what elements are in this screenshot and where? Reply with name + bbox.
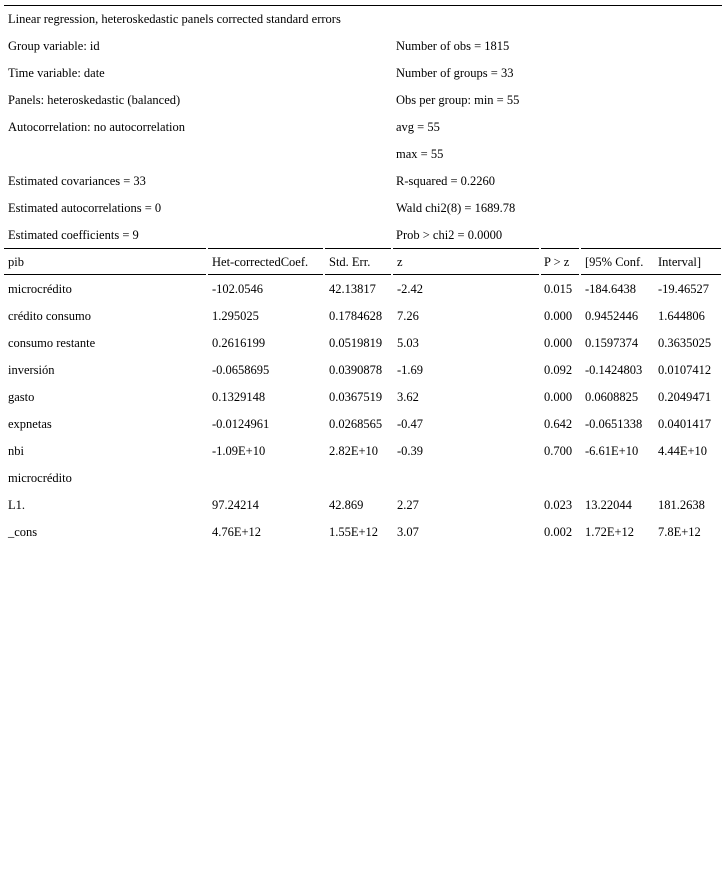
row-label: crédito consumo [8, 309, 91, 323]
table-cell: 0.0390878 [329, 363, 383, 377]
table-cell: 0.0519819 [329, 336, 383, 350]
row-label: nbi [8, 444, 24, 458]
table-cell: 0.023 [544, 498, 573, 512]
table-cell: 0.1784628 [329, 309, 383, 323]
row-label: consumo restante [8, 336, 96, 350]
table-cell: 2.82E+10 [329, 444, 379, 458]
header-right-line: Wald chi2(8) = 1689.78 [396, 201, 516, 215]
table-cell: 0.000 [544, 336, 573, 350]
table-cell: 0.3635025 [658, 336, 712, 350]
header-left-line: Estimated coefficients = 9 [8, 228, 139, 242]
table-cell: 0.9452446 [585, 309, 639, 323]
row-label: microcrédito [8, 471, 72, 485]
table-cell: 0.0268565 [329, 417, 383, 431]
table-cell: -1.69 [397, 363, 424, 377]
column-header: [95% Conf. [585, 255, 644, 269]
table-cell: 4.76E+12 [212, 525, 262, 539]
table-header-bottom-rule [4, 274, 206, 275]
table-cell: 2.27 [397, 498, 419, 512]
table-cell: 0.2616199 [212, 336, 266, 350]
header-left-line: Time variable: date [8, 66, 105, 80]
column-header: P > z [544, 255, 570, 269]
table-cell: 1.72E+12 [585, 525, 635, 539]
row-label: _cons [8, 525, 38, 539]
table-cell: 0.1329148 [212, 390, 266, 404]
header-right-line: Number of groups = 33 [396, 66, 514, 80]
table-cell: 1.295025 [212, 309, 259, 323]
row-label: inversión [8, 363, 55, 377]
header-left-line: Autocorrelation: no autocorrelation [8, 120, 186, 134]
table-cell: -0.0651338 [585, 417, 643, 431]
table-cell: 181.2638 [658, 498, 705, 512]
table-cell: 0.002 [544, 525, 573, 539]
column-header: Het-correctedCoef. [212, 255, 309, 269]
header-right-line: avg = 55 [396, 120, 440, 134]
table-cell: 42.13817 [329, 282, 376, 296]
table-cell: 0.0401417 [658, 417, 712, 431]
table-cell: 0.642 [544, 417, 573, 431]
table-header-bottom-rule [208, 274, 323, 275]
table-cell: -102.0546 [212, 282, 264, 296]
header-left-line: Panels: heteroskedastic (balanced) [8, 93, 181, 107]
table-header-bottom-rule [325, 274, 391, 275]
table-cell: 3.62 [397, 390, 419, 404]
header-left-line: Group variable: id [8, 39, 100, 53]
row-label: L1. [8, 498, 26, 512]
column-header: z [397, 255, 403, 269]
header-right-line: max = 55 [396, 147, 444, 161]
table-cell: -0.47 [397, 417, 424, 431]
row-label: microcrédito [8, 282, 72, 296]
header-left-line: Estimated autocorrelations = 0 [8, 201, 162, 215]
table-header-bottom-rule [393, 274, 539, 275]
table-cell: 42.869 [329, 498, 364, 512]
row-label: expnetas [8, 417, 52, 431]
column-header: Std. Err. [329, 255, 371, 269]
column-header: Interval] [658, 255, 702, 269]
header-left-line: Estimated covariances = 33 [8, 174, 146, 188]
table-cell: -1.09E+10 [212, 444, 266, 458]
table-cell: 0.0367519 [329, 390, 383, 404]
table-cell: -0.0658695 [212, 363, 270, 377]
table-cell: 97.24214 [212, 498, 259, 512]
table-cell: 0.000 [544, 309, 573, 323]
row-label: gasto [8, 390, 35, 404]
table-cell: -184.6438 [585, 282, 637, 296]
table-cell: 7.8E+12 [658, 525, 701, 539]
table-cell: 3.07 [397, 525, 419, 539]
table-cell: -2.42 [397, 282, 424, 296]
table-cell: -6.61E+10 [585, 444, 639, 458]
table-cell: -0.0124961 [212, 417, 270, 431]
table-cell: 4.44E+10 [658, 444, 708, 458]
column-header: pib [8, 255, 24, 269]
header-right-line: Number of obs = 1815 [396, 39, 510, 53]
table-cell: 13.22044 [585, 498, 632, 512]
table-cell: -0.39 [397, 444, 424, 458]
table-cell: 0.0608825 [585, 390, 639, 404]
table-cell: 1.55E+12 [329, 525, 379, 539]
table-cell: -0.1424803 [585, 363, 643, 377]
table-cell: 0.1597374 [585, 336, 639, 350]
table-cell: -19.46527 [658, 282, 710, 296]
table-cell: 0.0107412 [658, 363, 712, 377]
header-right-line: Prob > chi2 = 0.0000 [396, 228, 503, 242]
table-cell: 0.700 [544, 444, 573, 458]
table-header-bottom-rule [581, 274, 721, 275]
table-cell: 0.015 [544, 282, 573, 296]
table-cell: 5.03 [397, 336, 419, 350]
header-right-line: Obs per group: min = 55 [396, 93, 520, 107]
table-cell: 0.2049471 [658, 390, 712, 404]
table-header-bottom-rule [541, 274, 579, 275]
header-right-line: R-squared = 0.2260 [396, 174, 496, 188]
table-cell: 0.000 [544, 390, 573, 404]
table-header-top-rule [4, 248, 206, 249]
table-header-top-rule [393, 248, 539, 249]
table-cell: 7.26 [397, 309, 419, 323]
table-cell: 0.092 [544, 363, 573, 377]
table-cell: 1.644806 [658, 309, 705, 323]
output-title: Linear regression, heteroskedastic panels corrected standard errors [8, 12, 341, 26]
